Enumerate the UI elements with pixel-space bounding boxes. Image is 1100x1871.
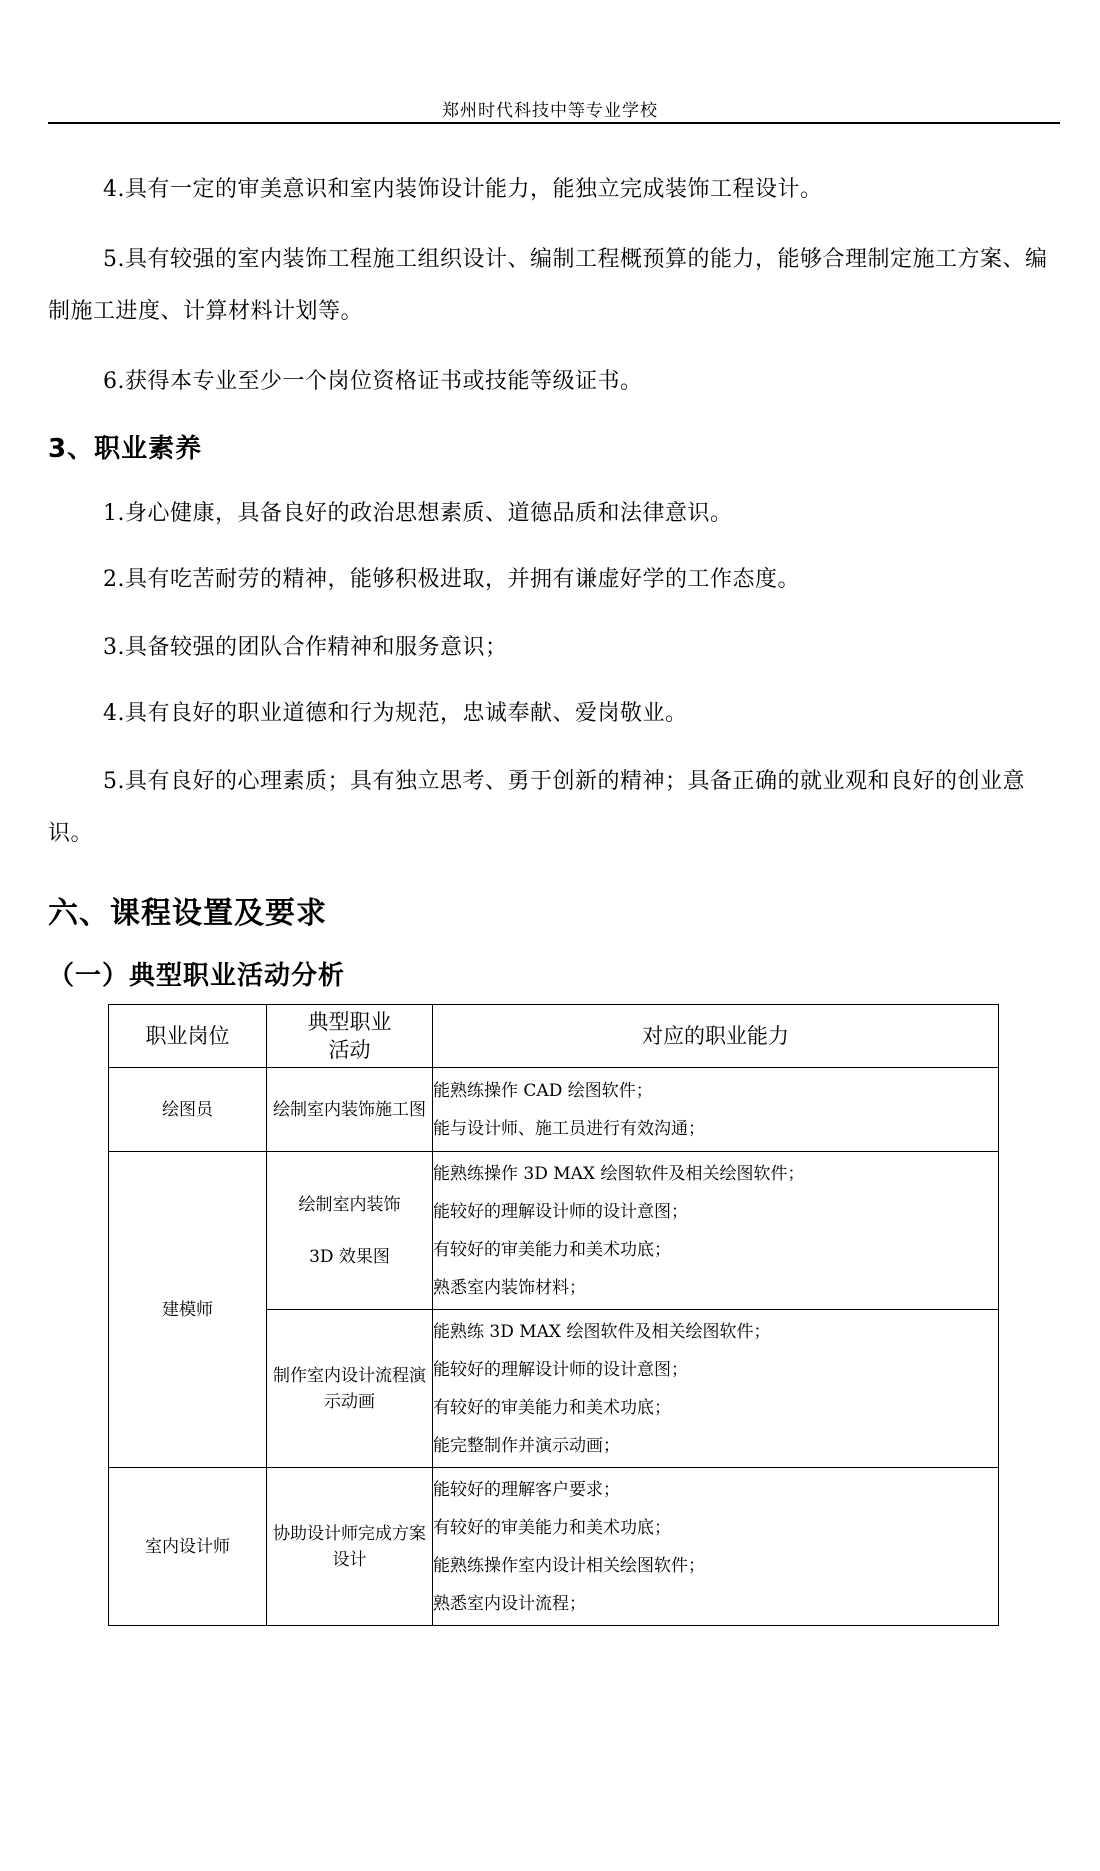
activity-cell — [267, 1152, 433, 1310]
ability-line: 能熟练操作 CAD 绘图软件； — [433, 1080, 653, 1101]
quality-item-4: 4.具有良好的职业道德和行为规范，忠诚奉献、爱岗敬业。 — [103, 701, 688, 726]
subsection-title: （一）典型职业活动分析 — [48, 961, 346, 991]
activity-line: 3D 效果图 — [309, 1246, 390, 1267]
table-row — [109, 1468, 999, 1626]
header-activity — [267, 1005, 433, 1068]
header-activity-line1: 典型职业 — [307, 1010, 392, 1034]
abilities-cell — [433, 1468, 999, 1626]
ability-line: 有较好的审美能力和美术功底； — [433, 1517, 671, 1538]
ability-line: 熟悉室内设计流程； — [433, 1593, 586, 1614]
ability-line: 能较好的理解客户要求； — [433, 1479, 620, 1500]
ability-item-5: 5.具有较强的室内装饰工程施工组织设计、编制工程概预算的能力，能够合理制定施工方案、编制施工进度、计算材料计划等。 — [48, 247, 1048, 324]
abilities-cell — [433, 1068, 999, 1152]
position-cell: 室内设计师 — [109, 1468, 267, 1626]
section-3-title: 3、职业素养 — [48, 434, 203, 464]
ability-line: 有较好的审美能力和美术功底； — [433, 1239, 671, 1260]
abilities-cell — [433, 1152, 999, 1310]
quality-item-5: 5.具有良好的心理素质；具有独立思考、勇于创新的精神；具备正确的就业观和良好的创业意识。 — [48, 769, 1025, 846]
ability-line: 熟悉室内装饰材料； — [433, 1277, 586, 1298]
table-row — [109, 1152, 999, 1310]
position-cell: 建模师 — [109, 1152, 267, 1468]
ability-line: 有较好的审美能力和美术功底； — [433, 1397, 671, 1418]
abilities-cell — [433, 1310, 999, 1468]
activity-line: 绘制室内装饰 — [298, 1194, 401, 1215]
activity-cell: 制作室内设计流程演示动画 — [267, 1310, 433, 1468]
ability-line: 能熟练操作 3D MAX 绘图软件及相关绘图软件； — [433, 1163, 805, 1184]
activity-analysis-table — [108, 1004, 999, 1626]
quality-item-1: 1.身心健康，具备良好的政治思想素质、道德品质和法律意识。 — [103, 501, 733, 526]
header-rule — [48, 122, 1060, 124]
ability-line: 能熟练 3D MAX 绘图软件及相关绘图软件； — [433, 1321, 771, 1342]
page-header-school: 郑州时代科技中等专业学校 — [442, 101, 658, 121]
table-row — [109, 1068, 999, 1152]
header-position: 职业岗位 — [109, 1005, 267, 1068]
table-header-row — [109, 1005, 999, 1068]
ability-line: 能与设计师、施工员进行有效沟通； — [433, 1118, 705, 1139]
quality-item-3: 3.具备较强的团队合作精神和服务意识； — [103, 635, 508, 660]
header-activity-line2: 活动 — [328, 1038, 371, 1062]
ability-line: 能完整制作并演示动画； — [433, 1435, 620, 1456]
ability-item-6: 6.获得本专业至少一个岗位资格证书或技能等级证书。 — [103, 369, 643, 394]
ability-line: 能熟练操作室内设计相关绘图软件； — [433, 1555, 705, 1576]
ability-item-4: 4.具有一定的审美意识和室内装饰设计能力，能独立完成装饰工程设计。 — [103, 177, 823, 202]
activity-cell: 绘制室内装饰施工图 — [267, 1068, 433, 1152]
position-cell: 绘图员 — [109, 1068, 267, 1152]
ability-line: 能较好的理解设计师的设计意图； — [433, 1201, 688, 1222]
header-abilities: 对应的职业能力 — [433, 1005, 999, 1068]
ability-line: 能较好的理解设计师的设计意图； — [433, 1359, 688, 1380]
quality-item-2: 2.具有吃苦耐劳的精神，能够积极进取，并拥有谦虚好学的工作态度。 — [103, 567, 800, 592]
section-6-title: 六、课程设置及要求 — [48, 896, 327, 931]
activity-cell: 协助设计师完成方案设计 — [267, 1468, 433, 1626]
